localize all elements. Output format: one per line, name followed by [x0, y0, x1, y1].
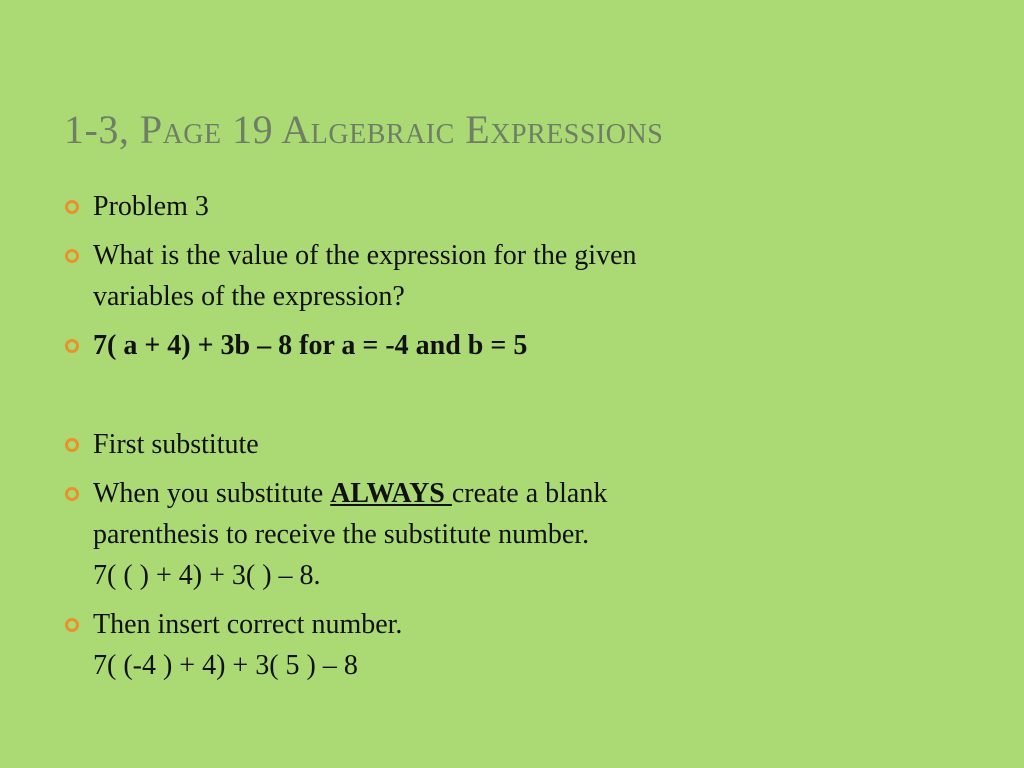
rule-prefix: When you substitute: [93, 478, 331, 509]
bullet-problem-number: [62, 186, 962, 227]
bullet-text: First substitute: [93, 429, 259, 460]
ring-bullet-icon: [65, 200, 79, 214]
expression-text: 7( a + 4) + 3b – 8 for a = -4 and b = 5: [93, 330, 528, 361]
always-emphasis: ALWAYS: [330, 478, 452, 509]
bullet-insert-numbers: [62, 604, 962, 686]
bullet-text-line-2: variables of the expression?: [93, 281, 405, 312]
substituted-expression: 7( (-4 ) + 4) + 3( 5 ) – 8: [93, 650, 358, 681]
bullet-text-line-2: parenthesis to receive the substitute number.: [93, 519, 590, 550]
ring-bullet-icon: [65, 487, 79, 501]
bullet-text-line-1: What is the value of the expression for the given: [93, 240, 637, 271]
bullet-first-substitute: [62, 424, 962, 465]
bullet-question: [62, 235, 962, 317]
bullet-text-line-1: [93, 473, 962, 514]
bullet-expression: [62, 325, 962, 366]
bullet-text: Problem 3: [93, 191, 209, 222]
blank-expression: 7( ( ) + 4) + 3( ) – 8.: [93, 560, 321, 591]
bullet-substitution-rule: [62, 473, 962, 596]
bullet-list: [62, 186, 962, 686]
rule-suffix: create a blank: [451, 478, 608, 509]
slide-title: 1-3, Page 19 Algebraic Expressions: [64, 107, 664, 152]
ring-bullet-icon: [65, 339, 79, 353]
ring-bullet-icon: [65, 618, 79, 632]
ring-bullet-icon: [65, 438, 79, 452]
bullet-text-line-1: Then insert correct number.: [93, 609, 403, 640]
ring-bullet-icon: [65, 249, 79, 263]
